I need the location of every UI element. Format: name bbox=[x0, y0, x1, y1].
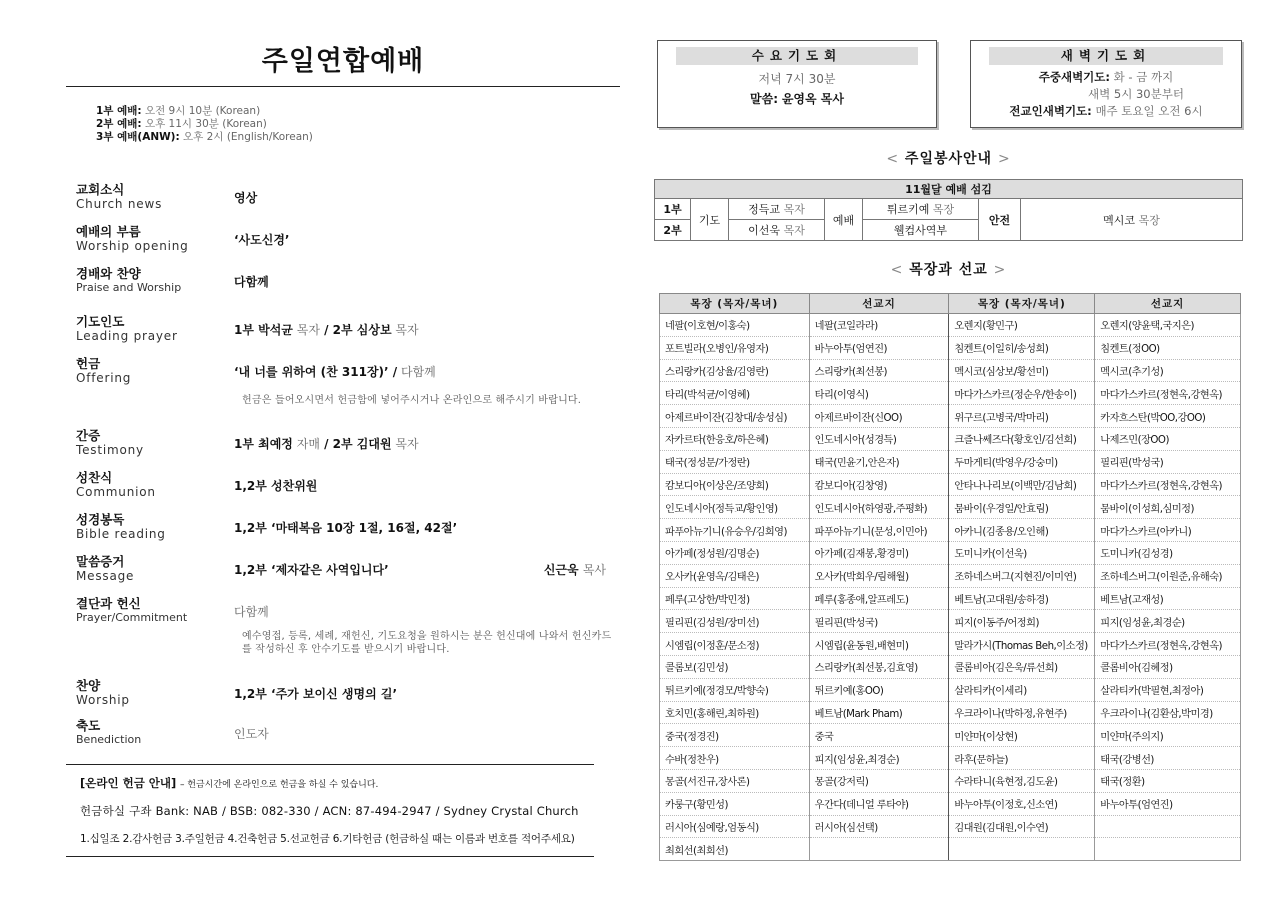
order-item-commitment: 결단과 헌신 Prayer/Commitment 다함께 bbox=[76, 596, 269, 624]
mission-group: 튀르키예(정경모/박향숙) bbox=[660, 678, 810, 701]
mission-field: 바누아투(엄연진) bbox=[809, 336, 949, 359]
mission-header-group-2: 목장 (목자/목녀) bbox=[949, 294, 1095, 314]
mission-field: 마다가스카르(정현옥,강현옥) bbox=[1095, 473, 1241, 496]
wednesday-message: 말씀: 윤영옥 목사 bbox=[750, 92, 844, 106]
mission-field: 필리핀(박성국) bbox=[1095, 450, 1241, 473]
mission-group: 조하네스버그(지현진/이미연) bbox=[949, 564, 1095, 587]
offering-note: 헌금은 들어오시면서 헌금함에 넣어주시거나 온라인으로 해주시기 바랍니다. bbox=[242, 395, 582, 406]
preacher: 신근욱 목사 bbox=[543, 563, 606, 577]
mission-field: 튀르키예(홍OO) bbox=[809, 678, 949, 701]
mission-field: 인도네시아(하영광,주평화) bbox=[809, 496, 949, 519]
order-of-worship bbox=[66, 182, 620, 748]
mission-field: 오렌지(양윤택,국지은) bbox=[1095, 314, 1241, 337]
dawn-saturday: 전교인새벽기도: 매주 토요일 오전 6시 bbox=[1009, 104, 1203, 118]
mission-group: 수바(정찬우) bbox=[660, 747, 810, 770]
service-schedule-table bbox=[654, 179, 1243, 241]
mission-group: 호치민(홍해린,최하원) bbox=[660, 701, 810, 724]
mission-group: 파푸아뉴기니(유승우/김희영) bbox=[660, 519, 810, 542]
mission-group: 포트빌라(오병인/유영자) bbox=[660, 336, 810, 359]
mission-field: 피지(임성윤,최경순) bbox=[1095, 610, 1241, 633]
table-row bbox=[660, 815, 1241, 838]
mission-field bbox=[1095, 838, 1241, 861]
commitment-note: 예수영접, 등록, 세례, 재헌신, 기도요청을 원하시는 분은 헌신대에 나와서 헌신카드를 작성하신 후 안수기도를 받으시기 바랍니다. bbox=[242, 631, 612, 655]
mission-field bbox=[1095, 815, 1241, 838]
mission-group: 시엠립(이정훈/문소정) bbox=[660, 633, 810, 656]
mission-field: 미얀마(주의지) bbox=[1095, 724, 1241, 747]
table-row bbox=[660, 655, 1241, 678]
table-row bbox=[660, 359, 1241, 382]
mission-group: 베트남(고대원/송하경) bbox=[949, 587, 1095, 610]
mission-field: 시엠립(윤동원,배현미) bbox=[809, 633, 949, 656]
mission-field: 도미니카(김성경) bbox=[1095, 541, 1241, 564]
mission-group: 살라티카(이세리) bbox=[949, 678, 1095, 701]
mission-field: 스리랑카(최선봉) bbox=[809, 359, 949, 382]
mission-field: 스리랑카(최선봉,김효영) bbox=[809, 655, 949, 678]
mission-group: 몽골(서진규,장사론) bbox=[660, 769, 810, 792]
mission-field: 피지(임성윤,최경순) bbox=[809, 747, 949, 770]
service-guide-title: < 주일봉사안내 > bbox=[886, 151, 1011, 167]
mission-header-field-2: 선교지 bbox=[1095, 294, 1241, 314]
mission-field: 우간다(데니얼 루타야) bbox=[809, 792, 949, 815]
mission-header-field-1: 선교지 bbox=[809, 294, 949, 314]
mission-field: 베트남(Mark Pham) bbox=[809, 701, 949, 724]
mission-field: 우크라이나(김환삼,박미경) bbox=[1095, 701, 1241, 724]
mission-group bbox=[949, 838, 1095, 861]
table-row bbox=[660, 427, 1241, 450]
mission-group: 위구르(고병국/박마리) bbox=[949, 405, 1095, 428]
wednesday-prayer-title: 수요기도회 bbox=[676, 47, 918, 65]
mission-field: 콜롬비아(김혜정) bbox=[1095, 655, 1241, 678]
table-row bbox=[660, 382, 1241, 405]
table-row bbox=[660, 587, 1241, 610]
table-row bbox=[660, 678, 1241, 701]
mission-group: 뭄바이(우경일/안효림) bbox=[949, 496, 1095, 519]
service-time-2: 2부 예배: 오후 11시 30분 (Korean) bbox=[96, 118, 267, 130]
schedule-row-2: 2부 이선욱 목자 웰컴사역부 bbox=[655, 220, 1243, 241]
order-item-bible-reading: 성경봉독 Bible reading 1,2부 ‘마태복음 10장 1절, 16절, 42절’ bbox=[76, 512, 458, 541]
mission-field: 마다가스카르(정현옥,강현옥) bbox=[1095, 382, 1241, 405]
dawn-prayer-box bbox=[970, 40, 1242, 128]
schedule-row-1: 1부 기도 정득교 목자 예배 튀르키예 목장 안전 멕시코 목장 bbox=[655, 199, 1243, 220]
mission-group: 콜롬비아(김은욱/류선희) bbox=[949, 655, 1095, 678]
mission-field: 나제즈민(장OO) bbox=[1095, 427, 1241, 450]
table-row bbox=[660, 564, 1241, 587]
mission-group: 오사카(윤영옥/김태은) bbox=[660, 564, 810, 587]
mission-group: 인도네시아(정득교/황인영) bbox=[660, 496, 810, 519]
table-row bbox=[660, 314, 1241, 337]
wednesday-prayer-box bbox=[657, 40, 937, 128]
mission-group: 스리랑카(김상율/김영란) bbox=[660, 359, 810, 382]
order-item-worship: 찬양 Worship 1,2부 ‘주가 보이신 생명의 길’ bbox=[76, 678, 398, 707]
mission-group: 타리(박석균/이영혜) bbox=[660, 382, 810, 405]
mission-field: 중국 bbox=[809, 724, 949, 747]
order-item-praise: 경배와 찬양 Praise and Worship 다함께 bbox=[76, 266, 269, 294]
table-row bbox=[660, 473, 1241, 496]
mission-field: 아가페(김재봉,황경미) bbox=[809, 541, 949, 564]
mission-group: 우크라이나(박하정,유현주) bbox=[949, 701, 1095, 724]
table-row bbox=[660, 496, 1241, 519]
mission-group: 피지(이동주/어정희) bbox=[949, 610, 1095, 633]
mission-field: 아제르바이잔(신OO) bbox=[809, 405, 949, 428]
service-time-3: 3부 예배(ANW): 오후 2시 (English/Korean) bbox=[96, 131, 313, 143]
order-item-communion: 성찬식 Communion 1,2부 성찬위원 bbox=[76, 470, 318, 499]
mission-group: 두마게티(박영우/강숭미) bbox=[949, 450, 1095, 473]
table-row bbox=[660, 541, 1241, 564]
order-item-benediction: 축도 Benediction 인도자 bbox=[76, 718, 269, 746]
mission-group: 수라타니(육현정,김도윤) bbox=[949, 769, 1095, 792]
mission-group: 러시아(심예랑,엄동식) bbox=[660, 815, 810, 838]
mission-table bbox=[659, 293, 1241, 861]
dawn-weekday: 주중새벽기도: 화 - 금 까지 bbox=[1038, 70, 1174, 84]
table-row bbox=[660, 633, 1241, 656]
mission-group: 안타나나리보(이백만/김남희) bbox=[949, 473, 1095, 496]
mission-group: 오렌지(황민구) bbox=[949, 314, 1095, 337]
mission-group: 중국(정경진) bbox=[660, 724, 810, 747]
order-item-worship-opening: 예배의 부름 Worship opening ‘사도신경’ bbox=[76, 224, 290, 253]
online-desc: – 헌금시간에 온라인으로 헌금을 하실 수 있습니다. bbox=[179, 780, 379, 790]
dawn-prayer-title: 새벽기도회 bbox=[989, 47, 1223, 65]
mission-field: 베트남(고재성) bbox=[1095, 587, 1241, 610]
table-row bbox=[660, 405, 1241, 428]
mission-field: 살라티카(박필현,최정아) bbox=[1095, 678, 1241, 701]
online-offering-box bbox=[66, 764, 594, 857]
mission-field: 멕시코(추기성) bbox=[1095, 359, 1241, 382]
table-row bbox=[660, 724, 1241, 747]
mission-group: 아카니(김종용/오인해) bbox=[949, 519, 1095, 542]
table-row bbox=[660, 519, 1241, 542]
mission-group: 마다가스카르(정순우/한송이) bbox=[949, 382, 1095, 405]
mission-field: 바누아투(엄연진) bbox=[1095, 792, 1241, 815]
mission-field bbox=[809, 838, 949, 861]
offering-types: 1.십일조 2.감사헌금 3.주일헌금 4.건축헌금 5.선교헌금 6.기타헌금 (헌금하실 때는 이름과 번호를 적어주세요) bbox=[80, 833, 575, 845]
mission-group: 페루(고상한/박민정) bbox=[660, 587, 810, 610]
mission-group: 콜롬보(김민성) bbox=[660, 655, 810, 678]
service-time-1: 1부 예배: 오전 9시 10분 (Korean) bbox=[96, 105, 261, 117]
mission-field: 태국(민윤기,안은자) bbox=[809, 450, 949, 473]
mission-field: 태국(정환) bbox=[1095, 769, 1241, 792]
mission-group: 말라가시(Thomas Beh,이소정) bbox=[949, 633, 1095, 656]
dawn-time: 새벽 5시 30분부터 bbox=[1088, 87, 1184, 101]
page-title: 주일연합예배 bbox=[261, 46, 425, 77]
mission-group: 미얀마(이상현) bbox=[949, 724, 1095, 747]
online-title: [온라인 헌금 안내] bbox=[80, 776, 177, 790]
mission-group: 태국(정성문/가정란) bbox=[660, 450, 810, 473]
mission-field: 오사카(박희우/림해월) bbox=[809, 564, 949, 587]
mission-field: 페루(홍종애,알프레도) bbox=[809, 587, 949, 610]
mission-group: 네팔(이호현/이홍숙) bbox=[660, 314, 810, 337]
mission-group: 멕시코(심상보/황선미) bbox=[949, 359, 1095, 382]
wednesday-time: 저녁 7시 30분 bbox=[758, 72, 836, 86]
table-row bbox=[660, 336, 1241, 359]
order-item-testimony: 간증 Testimony 1부 최예정 자매 / 2부 김대원 목자 bbox=[76, 428, 419, 457]
mission-field: 몽골(강저릭) bbox=[809, 769, 949, 792]
mission-field: 태국(강병선) bbox=[1095, 747, 1241, 770]
mission-group: 김대원(김대원,이수연) bbox=[949, 815, 1095, 838]
left-page bbox=[66, 38, 620, 857]
mission-field: 카자흐스탄(박OO,강OO) bbox=[1095, 405, 1241, 428]
table-row bbox=[660, 701, 1241, 724]
order-item-message: 말씀증거 Message 1,2부 ‘제자같은 사역입니다’ 신근욱 목사 bbox=[76, 554, 606, 583]
order-item-leading-prayer: 기도인도 Leading prayer 1부 박석균 목자 / 2부 심상보 목자 bbox=[76, 314, 419, 343]
service-times bbox=[66, 105, 620, 144]
mission-field: 인도네시아(성경득) bbox=[809, 427, 949, 450]
mission-title: < 목장과 선교 > bbox=[890, 262, 1007, 278]
mission-field: 타리(이영식) bbox=[809, 382, 949, 405]
mission-group: 필리핀(김성원/장미선) bbox=[660, 610, 810, 633]
schedule-header: 11월달 예배 섬김 bbox=[655, 180, 1243, 199]
mission-field: 캄보디아(김창영) bbox=[809, 473, 949, 496]
title-divider bbox=[66, 86, 620, 87]
mission-field: 뭄바이(이성희,심미정) bbox=[1095, 496, 1241, 519]
order-item-offering: 헌금 Offering ‘내 너를 위하여 (찬 311장)’ / 다함께 bbox=[76, 356, 436, 385]
mission-header-group-1: 목장 (목자/목녀) bbox=[660, 294, 810, 314]
mission-group: 카룽구(황민성) bbox=[660, 792, 810, 815]
mission-field: 네팔(코일라라) bbox=[809, 314, 949, 337]
mission-group: 캄보디아(이상은/조양희) bbox=[660, 473, 810, 496]
online-account: 헌금하실 구좌 Bank: NAB / BSB: 082-330 / ACN: 87-494-2947 / Sydney Crystal Church bbox=[80, 804, 579, 818]
mission-group: 자카르타(한응호/하은혜) bbox=[660, 427, 810, 450]
mission-group: 아제르바이잔(김창대/송성심) bbox=[660, 405, 810, 428]
mission-group: 침켄트(이일히/송성희) bbox=[949, 336, 1095, 359]
mission-group: 라후(문하늘) bbox=[949, 747, 1095, 770]
mission-field: 마다가스카르(아카니) bbox=[1095, 519, 1241, 542]
table-row bbox=[660, 838, 1241, 861]
table-row bbox=[660, 610, 1241, 633]
mission-group: 도미니카(이선욱) bbox=[949, 541, 1095, 564]
mission-field: 러시아(심선택) bbox=[809, 815, 949, 838]
mission-field: 필리핀(박성국) bbox=[809, 610, 949, 633]
mission-field: 조하네스버그(이원준,유해숙) bbox=[1095, 564, 1241, 587]
table-row bbox=[660, 450, 1241, 473]
mission-field: 침켄트(정OO) bbox=[1095, 336, 1241, 359]
order-item-church-news: 교회소식 Church news 영상 bbox=[76, 182, 258, 211]
mission-field: 마다가스카르(정현옥,강현옥) bbox=[1095, 633, 1241, 656]
mission-group: 바누아투(이정호,신소연) bbox=[949, 792, 1095, 815]
mission-group: 크즐나쎄즈다(황호인/김선희) bbox=[949, 427, 1095, 450]
mission-group: 최희선(최희선) bbox=[660, 838, 810, 861]
mission-field: 파푸아뉴기니(문성,이민아) bbox=[809, 519, 949, 542]
table-row bbox=[660, 792, 1241, 815]
table-row bbox=[660, 747, 1241, 770]
mission-group: 아가페(정성원/김명순) bbox=[660, 541, 810, 564]
table-row bbox=[660, 769, 1241, 792]
